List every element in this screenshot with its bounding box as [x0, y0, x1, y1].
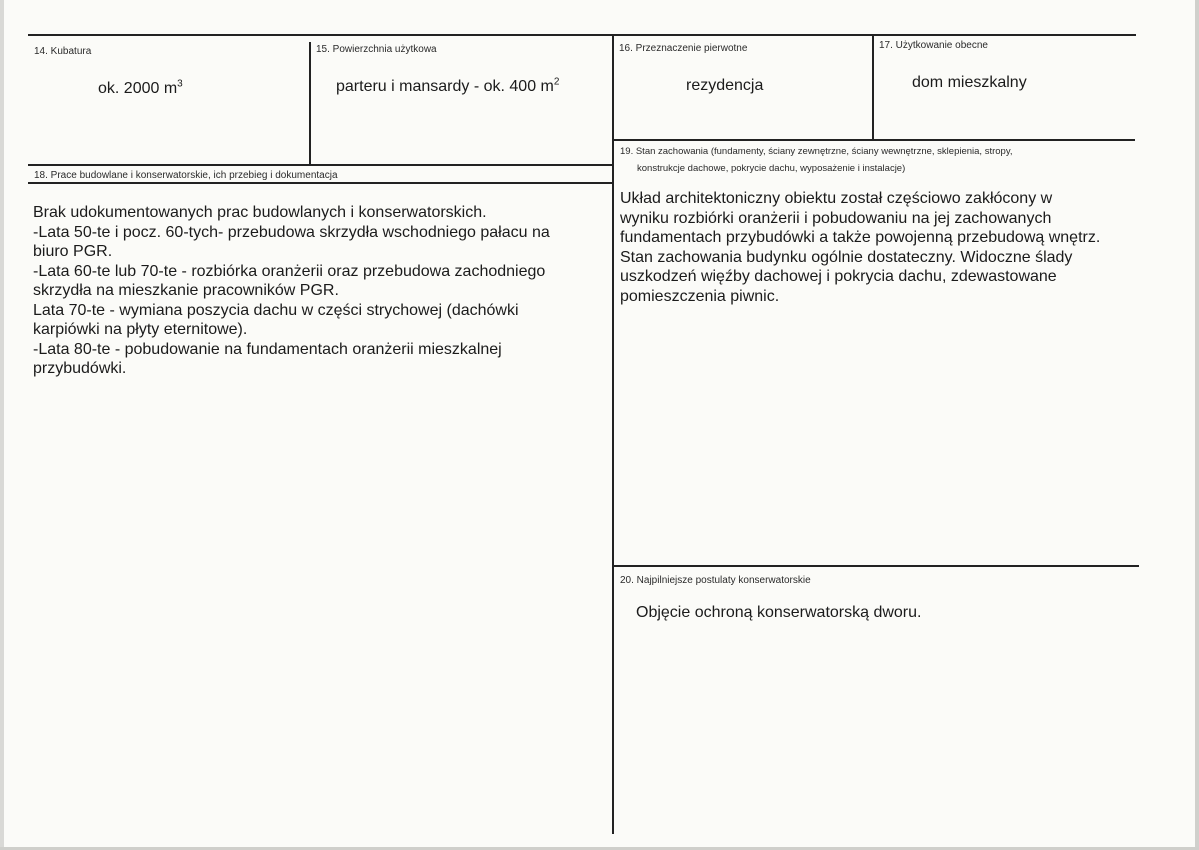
kubatura-label: 14. Kubatura — [34, 46, 92, 57]
prace-line: Brak udokumentowanych prac budowlanych i konserwatorskich. — [33, 204, 487, 221]
postulaty-label: 20. Najpilniejsze postulaty konserwatorskie — [620, 575, 811, 586]
przeznaczenie-label: 16. Przeznaczenie pierwotne — [619, 43, 748, 54]
prace-line: -Lata 50-te i pocz. 60-tych- przebudowa skrzydła wschodniego pałacu na — [33, 223, 550, 241]
divider-16-17 — [872, 36, 874, 140]
powierzchnia-value — [336, 77, 559, 97]
prace-line: Lata 70-te - wymiana poszycia dachu w części strychowej (dachówki — [33, 301, 519, 319]
prace-line: -Lata 80-te - pobudowanie na fundamentach oranżerii mieszkalnej — [33, 340, 502, 358]
powierzchnia-value-text: parteru i mansardy - ok. 400 m — [336, 78, 554, 95]
stan-label-line1: 19. Stan zachowania (fundamenty, ściany zewnętrzne, ściany wewnętrzne, sklepienia, stropy, — [620, 146, 1013, 157]
powierzchnia-value-sup: 2 — [553, 76, 560, 88]
postulaty-value: Objęcie ochroną konserwatorską dworu. — [636, 604, 922, 621]
stan-line: wyniku rozbiórki oranżerii i pobudowaniu na jej zachowanych — [620, 209, 1052, 227]
prace-text — [33, 203, 550, 379]
rule-under-przeznaczenie — [613, 139, 1135, 141]
card-edge-left — [0, 0, 4, 850]
rule-above-postulaty — [613, 565, 1139, 567]
prace-line: przybudówki. — [33, 360, 127, 377]
powierzchnia-label: 15. Powierzchnia użytkowa — [316, 44, 437, 55]
stan-line: Stan zachowania budynku ogólnie dostateczny. Widoczne ślady — [620, 248, 1073, 266]
stan-label-line2: konstrukcje dachowe, pokrycie dachu, wyposażenie i instalacje) — [637, 163, 906, 174]
przeznaczenie-value: rezydencja — [686, 77, 764, 94]
rule-under-kubatura — [28, 164, 612, 166]
kubatura-value — [98, 79, 183, 99]
prace-line: karpiówki na płyty eternitowe). — [33, 321, 248, 338]
prace-line: skrzydła na mieszkanie pracowników PGR. — [33, 282, 339, 299]
top-rule — [28, 34, 1136, 36]
stan-text — [620, 189, 1100, 306]
stan-line: uszkodzeń więźby dachowej i pokrycia dachu, zdewastowane — [620, 268, 1057, 285]
divider-14-15 — [309, 42, 311, 164]
kubatura-value-sup: 3 — [177, 78, 183, 90]
prace-line: -Lata 60-te lub 70-te - rozbiórka oranżerii oraz przebudowa zachodniego — [33, 262, 546, 280]
uzytkowanie-label: 17. Użytkowanie obecne — [879, 40, 988, 51]
kubatura-value-text: ok. 2000 m — [98, 80, 178, 97]
uzytkowanie-value: dom mieszkalny — [912, 74, 1027, 91]
stan-line: fundamentach przybudówki a także powojenną przebudową wnętrz. — [620, 229, 1101, 246]
prace-label: 18. Prace budowlane i konserwatorskie, ich przebieg i dokumentacja — [34, 170, 338, 181]
stan-line: Układ architektoniczny obiektu został częściowo zakłócony w — [620, 190, 1053, 207]
card-edge-right — [1195, 0, 1199, 850]
stan-line: pomieszczenia piwnic. — [620, 287, 780, 305]
prace-line: biuro PGR. — [33, 243, 113, 260]
divider-left-right — [612, 36, 614, 834]
rule-under-prace-label — [28, 182, 612, 184]
